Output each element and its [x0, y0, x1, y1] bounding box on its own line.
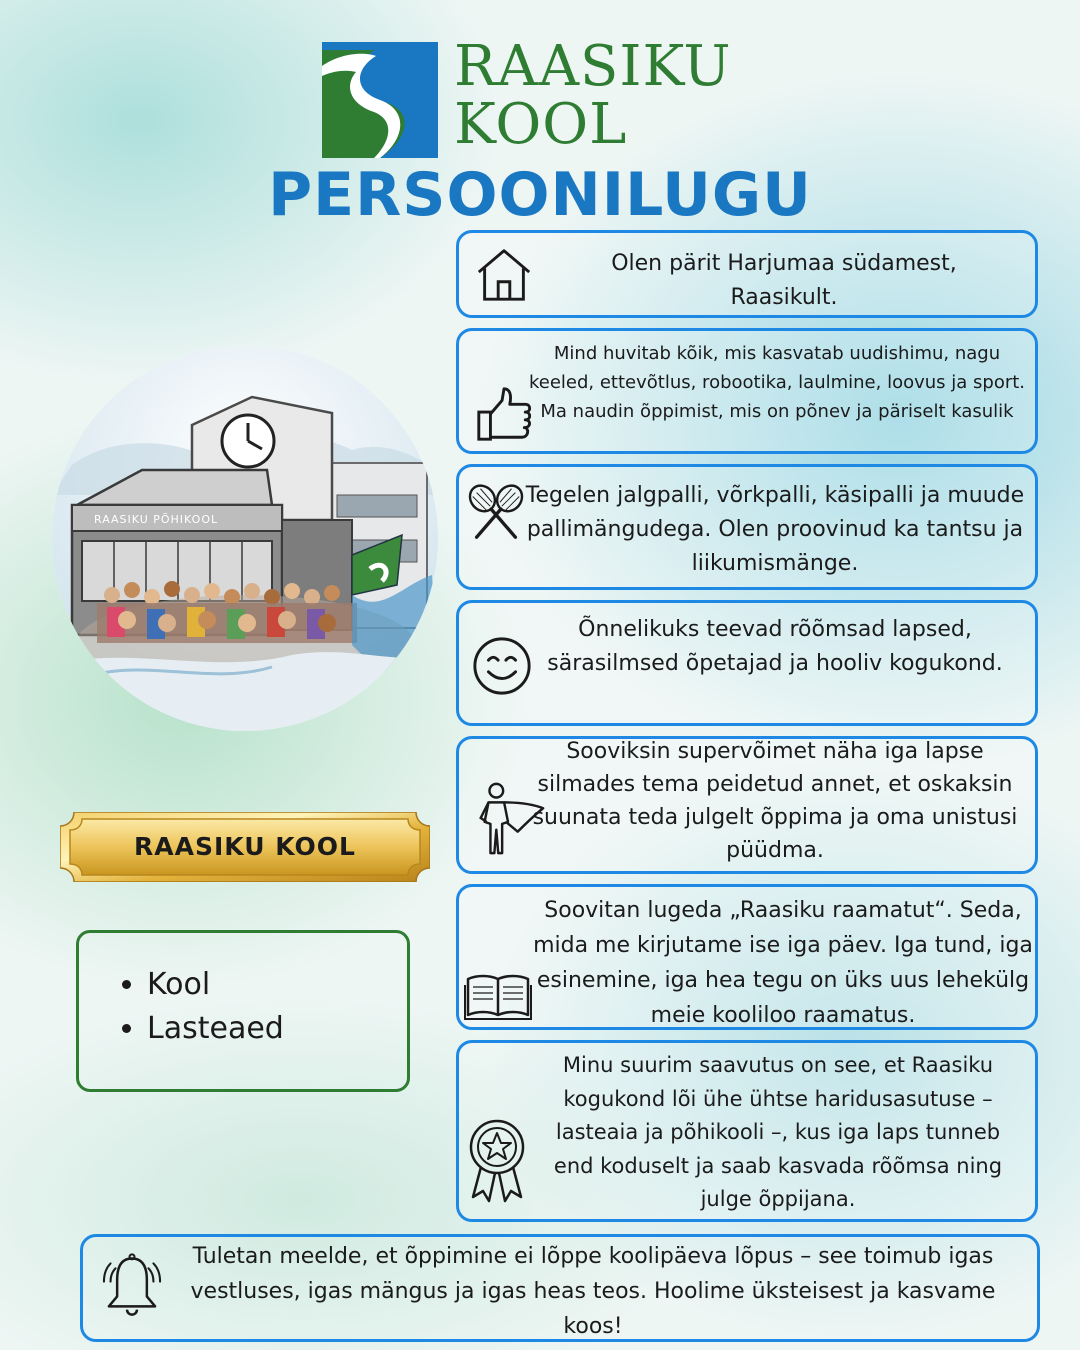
logo-text	[454, 34, 732, 157]
card-text: Olen pärit Harjumaa südamest, Raasikult.	[611, 251, 957, 310]
page-title: PERSOONILUGU	[268, 160, 812, 230]
card-text: Sooviksin supervõimet näha iga lapse silmades tema peidetud annet, et oskaksin suunata teda julgelt õppima ja oma unistusi püüdma.	[532, 739, 1018, 863]
list-item: • Lasteaed	[147, 1007, 407, 1051]
card-text: Tegelen jalgpalli, võrkpalli, käsipalli ja muude pallimängudega. Olen proovinud ka tantsu ja liikumismänge.	[525, 483, 1025, 576]
illustration-sign: RAASIKU PÕHIKOOL	[94, 513, 219, 526]
bell-icon	[99, 1251, 165, 1327]
info-card-achievement	[456, 1040, 1038, 1222]
reminder-text: Tuletan meelde, et õppimine ei lõppe koolipäeva lõpus – see toimub igas vestluses, igas mängus ja igas heas teos. Hoolime üksteisest ja kasvame koos!	[190, 1244, 996, 1339]
nameplate-label: RAASIKU KOOL	[134, 832, 356, 861]
card-text: Minu suurim saavutus on see, et Raasiku kogukond lõi ühe ühtse haridusasutuse – lasteaia ja põhikooli –, kus iga laps tunneb end koduselt ja saab kasvada rõõmsa ning julge õppijana.	[553, 1053, 1003, 1211]
card-text: Mind huvitab kõik, mis kasvatab uudishimu, nagu keeled, ettevõtlus, robootika, laulmine, loovus ja sport. Ma naudin õppimist, mis on põnev ja päriselt kasulik	[528, 343, 1026, 422]
list-item: • Kool	[147, 963, 407, 1007]
info-card-home	[456, 230, 1038, 318]
school-logo	[322, 34, 762, 160]
smiley-icon	[471, 635, 533, 697]
logo-line2: KOOL	[454, 92, 628, 157]
award-ribbon-icon	[465, 1117, 529, 1207]
logo-mark-icon	[322, 42, 438, 158]
card-text: Soovitan lugeda „Raasiku raamatut“. Seda, mida me kirjutame ise iga päev. Iga tund, iga esinemine, iga hea tegu on üks uus lehekülg meie kooliloo raamatus.	[533, 898, 1033, 1028]
logo-line1: RAASIKU	[454, 34, 732, 99]
house-icon	[473, 243, 535, 305]
gold-nameplate	[60, 812, 430, 882]
info-card-superpower	[456, 736, 1038, 874]
school-illustration	[52, 345, 438, 731]
reminder-card	[80, 1234, 1040, 1342]
info-card-book	[456, 884, 1038, 1030]
info-card-sports	[456, 464, 1038, 590]
card-text: Õnnelikuks teevad rõõmsad lapsed, särasilmsed õpetajad ja hooliv kogukond.	[547, 617, 1003, 676]
info-card-interests	[456, 328, 1038, 454]
info-card-happiness	[456, 600, 1038, 726]
school-building-illustration	[52, 345, 438, 731]
institution-type-list	[76, 930, 410, 1092]
